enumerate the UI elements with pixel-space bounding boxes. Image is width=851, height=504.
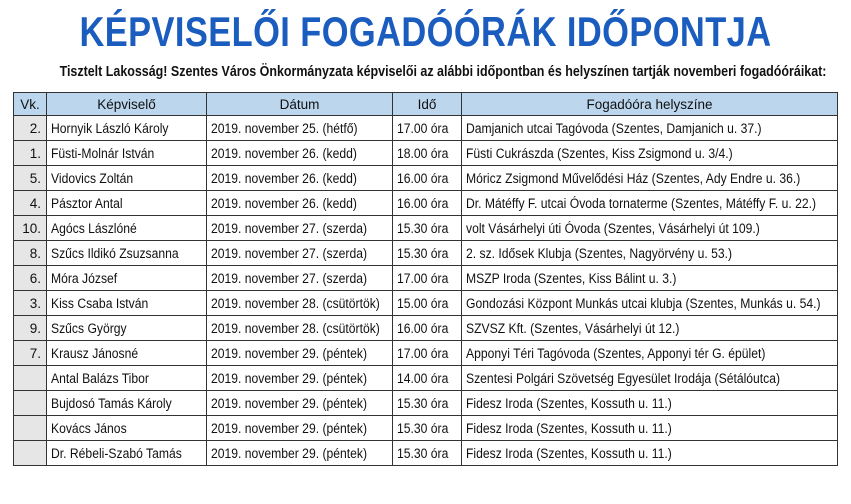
table-body (14, 116, 838, 466)
cell-representative-text: Krausz Jánosné (51, 345, 139, 361)
cell-vk (14, 366, 47, 391)
cell-representative (47, 116, 207, 141)
cell-time-text: 16.00 óra (397, 170, 449, 186)
cell-date (207, 416, 393, 441)
cell-representative (47, 241, 207, 266)
cell-date-text: 2019. november 28. (csütörtök) (211, 320, 380, 336)
cell-time-text: 17.00 óra (397, 270, 449, 286)
cell-time (393, 191, 462, 216)
table-row (14, 316, 838, 341)
cell-date-text: 2019. november 28. (csütörtök) (211, 295, 380, 311)
header-representative: Képviselő (47, 93, 207, 116)
cell-representative (47, 316, 207, 341)
table-row (14, 191, 838, 216)
cell-vk: 8. (14, 241, 47, 266)
cell-time-text: 15.30 óra (397, 420, 449, 436)
cell-date-text: 2019. november 26. (kedd) (211, 170, 357, 186)
table-row (14, 341, 838, 366)
cell-representative (47, 191, 207, 216)
table-row (14, 266, 838, 291)
cell-date (207, 366, 393, 391)
cell-place-text: Fidesz Iroda (Szentes, Kossuth u. 11.) (466, 420, 672, 436)
cell-representative (47, 416, 207, 441)
table-row (14, 391, 838, 416)
cell-place-text: Apponyi Téri Tagóvoda (Szentes, Apponyi tér G. épület) (466, 345, 766, 361)
table-row (14, 166, 838, 191)
cell-time (393, 341, 462, 366)
cell-time-text: 14.00 óra (397, 370, 449, 386)
cell-place-text: MSZP Iroda (Szentes, Kiss Bálint u. 3.) (466, 270, 677, 286)
cell-representative-text: Pásztor Antal (51, 195, 123, 211)
cell-date-text: 2019. november 25. (hétfő) (211, 120, 358, 136)
cell-representative (47, 441, 207, 466)
cell-representative (47, 166, 207, 191)
cell-place-text: SZVSZ Kft. (Szentes, Vásárhelyi út 12.) (466, 320, 680, 336)
cell-vk: 2. (14, 116, 47, 141)
cell-date-text: 2019. november 29. (péntek) (211, 370, 368, 386)
cell-date (207, 291, 393, 316)
cell-date-text: 2019. november 29. (péntek) (211, 395, 368, 411)
cell-place (462, 366, 838, 391)
cell-representative-text: Kovács János (51, 420, 127, 436)
intro-text: Tisztelt Lakosság! Szentes Város Önkormányzata képviselői az alábbi időpontban és helyszínen tartják novemberi fogadóóráikat: (59, 64, 827, 80)
cell-representative-text: Agócs Lászlóné (51, 220, 137, 236)
cell-place-text: Dr. Mátéffy F. utcai Óvoda tornaterme (Szentes, Mátéffy F. u. 22.) (466, 195, 817, 211)
cell-representative (47, 141, 207, 166)
cell-place (462, 166, 838, 191)
cell-time (393, 391, 462, 416)
cell-date-text: 2019. november 27. (szerda) (211, 245, 368, 261)
cell-time-text: 17.00 óra (397, 120, 449, 136)
table-row (14, 216, 838, 241)
cell-representative-text: Szűcs György (51, 320, 127, 336)
cell-representative-text: Hornyik László Károly (51, 120, 169, 136)
cell-date (207, 241, 393, 266)
cell-date-text: 2019. november 29. (péntek) (211, 345, 368, 361)
cell-time (393, 141, 462, 166)
header-time: Idő (393, 93, 462, 116)
table-row (14, 141, 838, 166)
cell-representative (47, 291, 207, 316)
cell-vk: 10. (14, 216, 47, 241)
cell-vk (14, 416, 47, 441)
page-title: KÉPVISELŐI FOGADÓÓRÁK IDŐPONTJA (79, 8, 772, 55)
cell-place (462, 416, 838, 441)
schedule-table (13, 92, 838, 466)
cell-place-text: volt Vásárhelyi úti Óvoda (Szentes, Vásárhelyi út 109.) (466, 220, 760, 236)
table-row (14, 291, 838, 316)
cell-time-text: 15.30 óra (397, 445, 449, 461)
cell-place (462, 291, 838, 316)
cell-time (393, 166, 462, 191)
cell-date (207, 141, 393, 166)
cell-date-text: 2019. november 29. (péntek) (211, 445, 368, 461)
cell-place (462, 316, 838, 341)
cell-date (207, 391, 393, 416)
cell-date-text: 2019. november 27. (szerda) (211, 270, 368, 286)
table-row (14, 416, 838, 441)
cell-place (462, 216, 838, 241)
cell-vk: 7. (14, 341, 47, 366)
cell-representative (47, 391, 207, 416)
cell-place-text: Gondozási Központ Munkás utcai klubja (Szentes, Munkás u. 54.) (466, 295, 821, 311)
cell-date-text: 2019. november 26. (kedd) (211, 145, 357, 161)
cell-representative-text: Füsti-Molnár István (51, 145, 155, 161)
cell-place (462, 241, 838, 266)
cell-vk: 1. (14, 141, 47, 166)
cell-place (462, 116, 838, 141)
cell-representative-text: Szűcs Ildikó Zsuzsanna (51, 245, 179, 261)
cell-date (207, 266, 393, 291)
cell-place (462, 391, 838, 416)
cell-time-text: 15.30 óra (397, 220, 449, 236)
cell-date-text: 2019. november 27. (szerda) (211, 220, 368, 236)
cell-place-text: Damjanich utcai Tagóvoda (Szentes, Damjanich u. 37.) (466, 120, 762, 136)
cell-time-text: 15.30 óra (397, 245, 449, 261)
cell-time (393, 316, 462, 341)
cell-time-text: 16.00 óra (397, 320, 449, 336)
cell-time-text: 17.00 óra (397, 345, 449, 361)
cell-place-text: Fidesz Iroda (Szentes, Kossuth u. 11.) (466, 445, 672, 461)
cell-vk (14, 391, 47, 416)
cell-date (207, 216, 393, 241)
cell-date (207, 441, 393, 466)
cell-time (393, 116, 462, 141)
cell-time-text: 15.30 óra (397, 395, 449, 411)
cell-vk: 9. (14, 316, 47, 341)
cell-representative-text: Móra József (51, 270, 118, 286)
cell-time (393, 366, 462, 391)
cell-representative-text: Dr. Rébeli-Szabó Tamás (51, 445, 182, 461)
cell-date (207, 191, 393, 216)
cell-date (207, 316, 393, 341)
cell-place-text: 2. sz. Idősek Klubja (Szentes, Nagyörvény u. 53.) (466, 245, 733, 261)
table-row (14, 241, 838, 266)
cell-representative-text: Vidovics Zoltán (51, 170, 134, 186)
cell-time (393, 416, 462, 441)
cell-place (462, 266, 838, 291)
cell-representative (47, 366, 207, 391)
header-date: Dátum (207, 93, 393, 116)
cell-date-text: 2019. november 29. (péntek) (211, 420, 368, 436)
cell-vk: 3. (14, 291, 47, 316)
table-row (14, 366, 838, 391)
cell-place-text: Fidesz Iroda (Szentes, Kossuth u. 11.) (466, 395, 672, 411)
cell-vk: 5. (14, 166, 47, 191)
header-place: Fogadóóra helyszíne (462, 93, 838, 116)
cell-place (462, 341, 838, 366)
cell-place-text: Füsti Cukrászda (Szentes, Kiss Zsigmond u. 3/4.) (466, 145, 733, 161)
cell-representative-text: Bujdosó Tamás Károly (51, 395, 172, 411)
cell-representative (47, 266, 207, 291)
cell-place-text: Szentesi Polgári Szövetség Egyesület Irodája (Sétálóutca) (466, 370, 781, 386)
cell-time (393, 291, 462, 316)
cell-time (393, 216, 462, 241)
cell-representative (47, 216, 207, 241)
table-row (14, 441, 838, 466)
cell-time (393, 241, 462, 266)
cell-time-text: 15.00 óra (397, 295, 449, 311)
cell-date (207, 116, 393, 141)
header-vk: Vk. (14, 93, 47, 116)
cell-place (462, 441, 838, 466)
cell-date (207, 341, 393, 366)
cell-date (207, 166, 393, 191)
table-header-row (14, 93, 838, 116)
cell-date-text: 2019. november 26. (kedd) (211, 195, 357, 211)
table-row (14, 116, 838, 141)
cell-place-text: Móricz Zsigmond Művelődési Ház (Szentes, Ady Endre u. 36.) (466, 170, 801, 186)
cell-representative-text: Antal Balázs Tibor (51, 370, 149, 386)
cell-representative-text: Kiss Csaba István (51, 295, 149, 311)
cell-vk: 4. (14, 191, 47, 216)
cell-place (462, 191, 838, 216)
cell-representative (47, 341, 207, 366)
cell-vk (14, 441, 47, 466)
cell-time (393, 441, 462, 466)
cell-place (462, 141, 838, 166)
cell-vk: 6. (14, 266, 47, 291)
cell-time (393, 266, 462, 291)
cell-time-text: 16.00 óra (397, 195, 449, 211)
cell-time-text: 18.00 óra (397, 145, 449, 161)
